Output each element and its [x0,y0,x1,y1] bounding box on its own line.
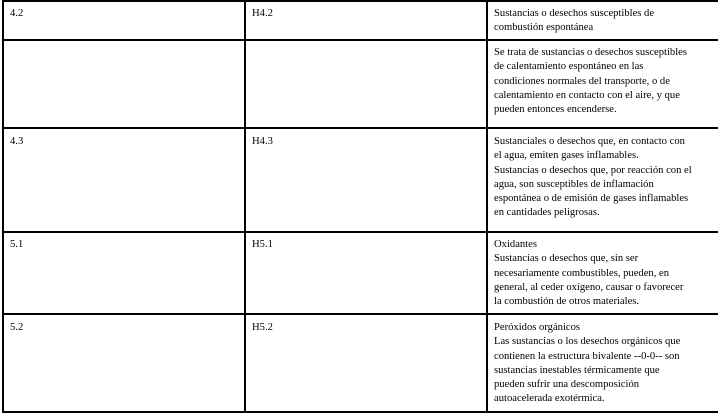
un-class-value: 4.3 [10,136,24,147]
description-line: espontánea o de emisión de gases inflamables [494,193,689,205]
hazard-code-cell [245,128,487,232]
hazard-code-cell [245,1,487,40]
description-line: Sustanciales o desechos que, en contacto con [494,136,685,147]
hazard-code-value: H5.2 [252,322,273,333]
description-line: Las sustancias o los desechos orgánicos que [494,336,681,348]
description-line: el agua, emiten gases inflamables. [494,150,639,162]
hazard-code-cell [245,232,487,314]
description-line: sustancias inestables térmicamente que [494,364,660,376]
description-line: de calentamiento espontáneo en las [494,61,644,73]
un-class-cell [3,128,245,232]
description-line: la combustión de otros materiales. [494,296,640,308]
description-line: pueden sufrir una descomposición [494,379,640,391]
description-line: pueden entonces encenderse. [494,104,617,116]
description-line: agua, son susceptibles de inflamación [494,178,654,190]
description-line: Peróxidos orgánicos [494,322,581,333]
description-cell [487,1,718,40]
un-class-value: 5.2 [10,322,24,333]
description-line: condiciones normales del transporte, o de [494,75,670,87]
description-line: combustión espontánea [494,22,594,34]
description-cell [487,40,718,128]
hazard-code-value: H5.1 [252,239,273,250]
description-line: calentamiento en contacto con el aire, y que [494,89,680,101]
description-line: Sustancias o desechos que, sin ser [494,253,639,265]
un-class-cell [3,314,245,412]
table-row [3,40,718,128]
description-line: necesariamente combustibles, pueden, en [494,267,670,279]
table-row [3,128,718,232]
un-class-cell [3,1,245,40]
hazard-code-value: H4.2 [252,8,273,19]
table-row [3,232,718,314]
description-line: en cantidades peligrosas. [494,207,600,219]
description-cell [487,314,718,412]
description-line: contienen la estructura bivalente --0-0-- son [494,350,680,362]
description-cell [487,128,718,232]
description-line: Sustancias o desechos que, por reacción con el [494,164,692,176]
description-line: Se trata de sustancias o desechos susceptibles [494,47,687,58]
table-row [3,1,718,40]
description-cell [487,232,718,314]
description-line: general, al ceder oxígeno, causar o favorecer [494,281,684,293]
un-class-value: 4.2 [10,8,24,19]
hazard-classification-table [2,0,718,413]
hazard-code-value: H4.3 [252,136,273,147]
un-class-value: 5.1 [10,239,24,250]
hazard-code-cell [245,40,487,128]
description-line: Sustancias o desechos susceptibles de [494,8,655,19]
hazard-code-cell [245,314,487,412]
description-line: Oxidantes [494,239,537,250]
un-class-cell [3,40,245,128]
description-line: autoacelerada exotérmica. [494,393,605,405]
un-class-cell [3,232,245,314]
table-row [3,314,718,412]
